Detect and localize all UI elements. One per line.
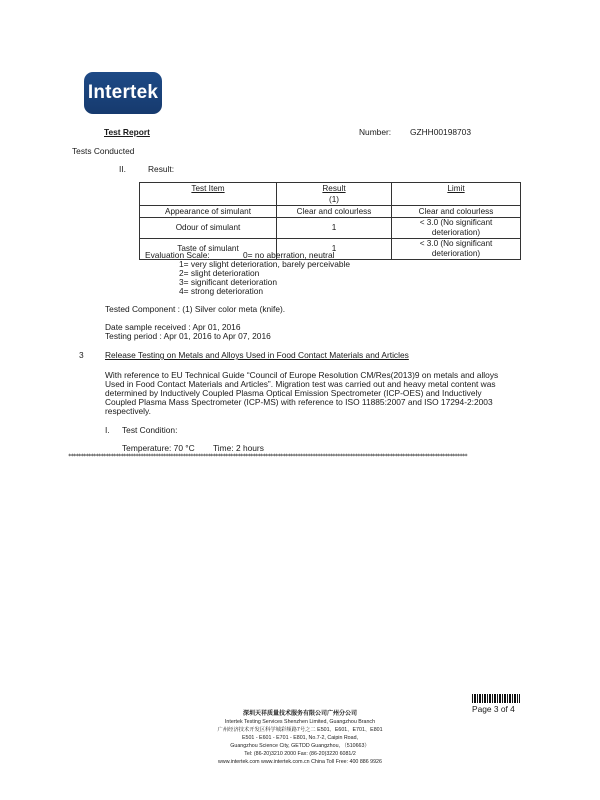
section3-paragraph-line: Used in Food Contact Materials and Articles”. Migration test was carried out and heavy metal content was xyxy=(105,379,496,389)
section-label: Tests Conducted xyxy=(72,146,135,156)
section3-paragraph-line: With reference to EU Technical Guide “Council of Europe Resolution CM/Res(2013)9 on metals and alloys xyxy=(105,370,499,380)
table-header-cell xyxy=(140,183,277,195)
table-subheader-row xyxy=(140,194,521,206)
table-cell: 1 xyxy=(277,218,392,239)
footer-address-en: E501 - E601 - E701 - E801, No.7-2, Caipin Road, xyxy=(241,735,358,741)
table-cell: Clear and colourless xyxy=(392,206,521,218)
condition-label: Test Condition: xyxy=(122,425,178,435)
footer-phone: Tel: (86-20)3210 2000 Fax: (86-20)3220 6081/2 xyxy=(244,751,356,757)
report-number-value: GZHH00198703 xyxy=(410,127,471,137)
evaluation-item: 0= no aberration, neutral xyxy=(243,250,335,260)
table-cell xyxy=(140,194,277,206)
header-result: Result xyxy=(322,183,346,193)
header-limit: Limit xyxy=(447,183,465,193)
result-label: Result: xyxy=(148,164,175,174)
table-cell: Taste of simulant xyxy=(140,239,277,260)
table-row xyxy=(140,206,521,218)
header-test-item: Test Item xyxy=(191,183,225,193)
table-cell xyxy=(392,194,521,206)
table-cell: 1 xyxy=(277,239,392,260)
footer-company-cn: 深圳天祥质量技术服务有限公司广州分公司 xyxy=(242,711,357,717)
evaluation-item: 2= slight deterioration xyxy=(179,268,260,278)
testing-period: Testing period : Apr 01, 2016 to Apr 07, 2016 xyxy=(105,331,271,341)
section3-paragraph-line: determined by Inductively Coupled Plasma Optical Emission Spectrometer (ICP-OES) and Inductively xyxy=(105,388,482,398)
evaluation-item: 4= strong deterioration xyxy=(179,286,264,296)
section3-title: Release Testing on Metals and Alloys Used in Food Contact Materials and Articles xyxy=(105,350,409,360)
footer-company-en: Intertek Testing Services Shenzhen Limited, Guangzhou Branch xyxy=(224,719,376,725)
section3-number: 3 xyxy=(79,350,84,360)
tested-component: Tested Component : (1) Silver color meta (knife). xyxy=(105,304,286,314)
footer-city: Guangzhou Science City, GETDD Guangzhou, （510663） xyxy=(230,743,370,749)
separator-line: **************************************************************************************************************************************************************** xyxy=(68,453,467,460)
condition-numeral: I. xyxy=(105,425,110,435)
barcode-icon xyxy=(472,694,520,703)
intertek-logo: Intertek xyxy=(84,72,162,114)
temperature-text: Temperature: 70 °C xyxy=(122,443,195,453)
table-header-cell xyxy=(392,183,521,195)
footer-web: www.intertek.com www.intertek.com.cn China Toll Free: 400 886 9926 xyxy=(218,759,382,765)
result-numeral: II. xyxy=(119,164,126,174)
table-cell: (1) xyxy=(277,194,392,206)
result-table xyxy=(139,182,521,260)
date-received: Date sample received : Apr 01, 2016 xyxy=(105,322,241,332)
report-number-label: Number: xyxy=(359,127,392,137)
section3-paragraph-line: respectively. xyxy=(105,406,151,416)
report-title: Test Report xyxy=(104,127,150,137)
table-header-cell xyxy=(277,183,392,195)
table-cell: Clear and colourless xyxy=(277,206,392,218)
evaluation-item: 1= very slight deterioration, barely perceivable xyxy=(179,259,351,269)
table-cell: Odour of simulant xyxy=(140,218,277,239)
evaluation-item: 3= significant deterioration xyxy=(179,277,278,287)
time-text: Time: 2 hours xyxy=(213,443,264,453)
table-cell: < 3.0 (No significant deterioration) xyxy=(392,218,521,239)
footer-address-cn: 广州经济技术开发区科学城彩频路7号之二 E501、E601、E701、E801 xyxy=(217,727,383,733)
section3-paragraph-line: Coupled Plasma Mass Spectrometer (ICP-MS) with reference to ISO 11885:2007 and ISO 17294-2:2003 xyxy=(105,397,493,407)
page-indicator: Page 3 of 4 xyxy=(472,704,515,714)
table-cell: < 3.0 (No significant deterioration) xyxy=(392,239,521,260)
table-row xyxy=(140,218,521,239)
evaluation-label: Evaluation Scale: xyxy=(145,250,210,260)
table-header-row xyxy=(140,183,521,195)
table-cell: Appearance of simulant xyxy=(140,206,277,218)
